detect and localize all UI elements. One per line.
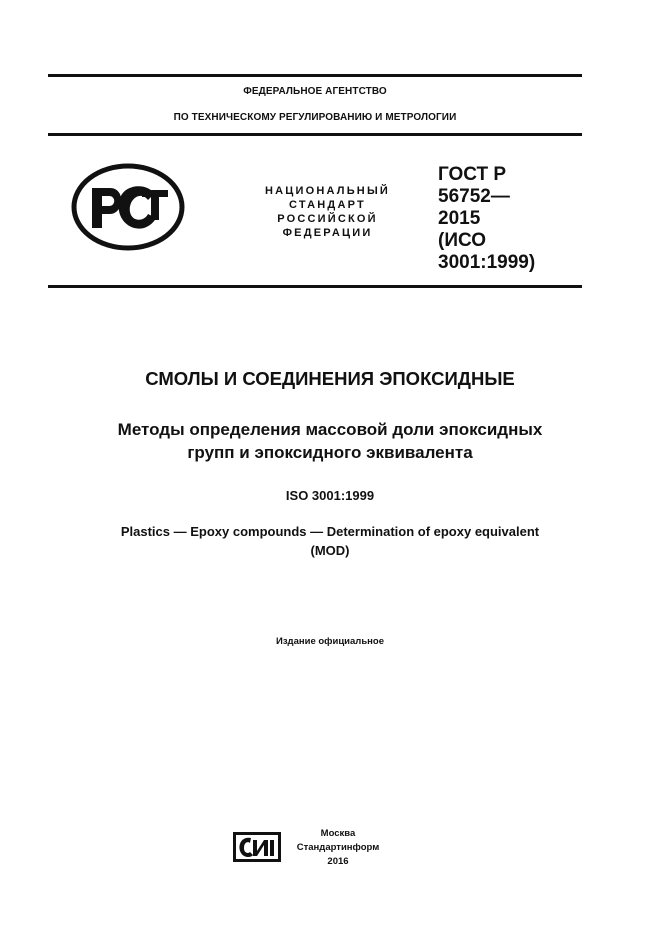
agency-line-2: ПО ТЕХНИЧЕСКОМУ РЕГУЛИРОВАНИЮ И МЕТРОЛОГИИ — [173, 112, 457, 123]
english-title-line-2: (MOD) — [310, 543, 350, 558]
national-standard-line-2: СТАНДАРТ — [289, 199, 366, 211]
designation-line-5: 3001:1999) — [438, 252, 536, 273]
subtitle-line-1: Методы определения массовой доли эпоксидных — [117, 420, 543, 439]
standard-designation — [438, 164, 588, 274]
edition-label: Издание официальное — [276, 636, 384, 647]
designation-line-1: ГОСТ Р — [438, 164, 507, 185]
national-standard-line-4: ФЕДЕРАЦИИ — [282, 227, 373, 239]
standard-block-rule — [48, 285, 582, 288]
iso-reference: ISO 3001:1999 — [285, 488, 375, 503]
rst-gost-logo-icon — [70, 162, 186, 252]
publisher-info — [283, 827, 393, 869]
english-title — [30, 522, 630, 560]
publisher-year: 2016 — [327, 856, 349, 867]
english-title-line-1: Plastics — Epoxy compounds — Determination of epoxy equivalent — [120, 524, 540, 539]
document-title: СМОЛЫ И СОЕДИНЕНИЯ ЭПОКСИДНЫЕ — [145, 368, 515, 389]
national-standard-line-3: РОССИЙСКОЙ — [277, 213, 378, 225]
subtitle-line-2: групп и эпоксидного эквивалента — [187, 443, 473, 462]
designation-line-2: 56752— — [438, 186, 510, 207]
publisher-city: Москва — [320, 828, 356, 839]
national-standard-line-1: НАЦИОНАЛЬНЫЙ — [264, 185, 391, 197]
publisher-name: Стандартинформ — [296, 842, 380, 853]
designation-line-3: 2015 — [438, 208, 481, 229]
document-subtitle — [30, 418, 630, 464]
top-rule — [48, 74, 582, 77]
designation-line-4: (ИСО — [438, 230, 487, 251]
standartinform-logo-icon — [233, 832, 281, 862]
agency-line-1: ФЕДЕРАЛЬНОЕ АГЕНТСТВО — [243, 86, 387, 97]
header-rule — [48, 133, 582, 136]
national-standard-label — [240, 184, 415, 240]
